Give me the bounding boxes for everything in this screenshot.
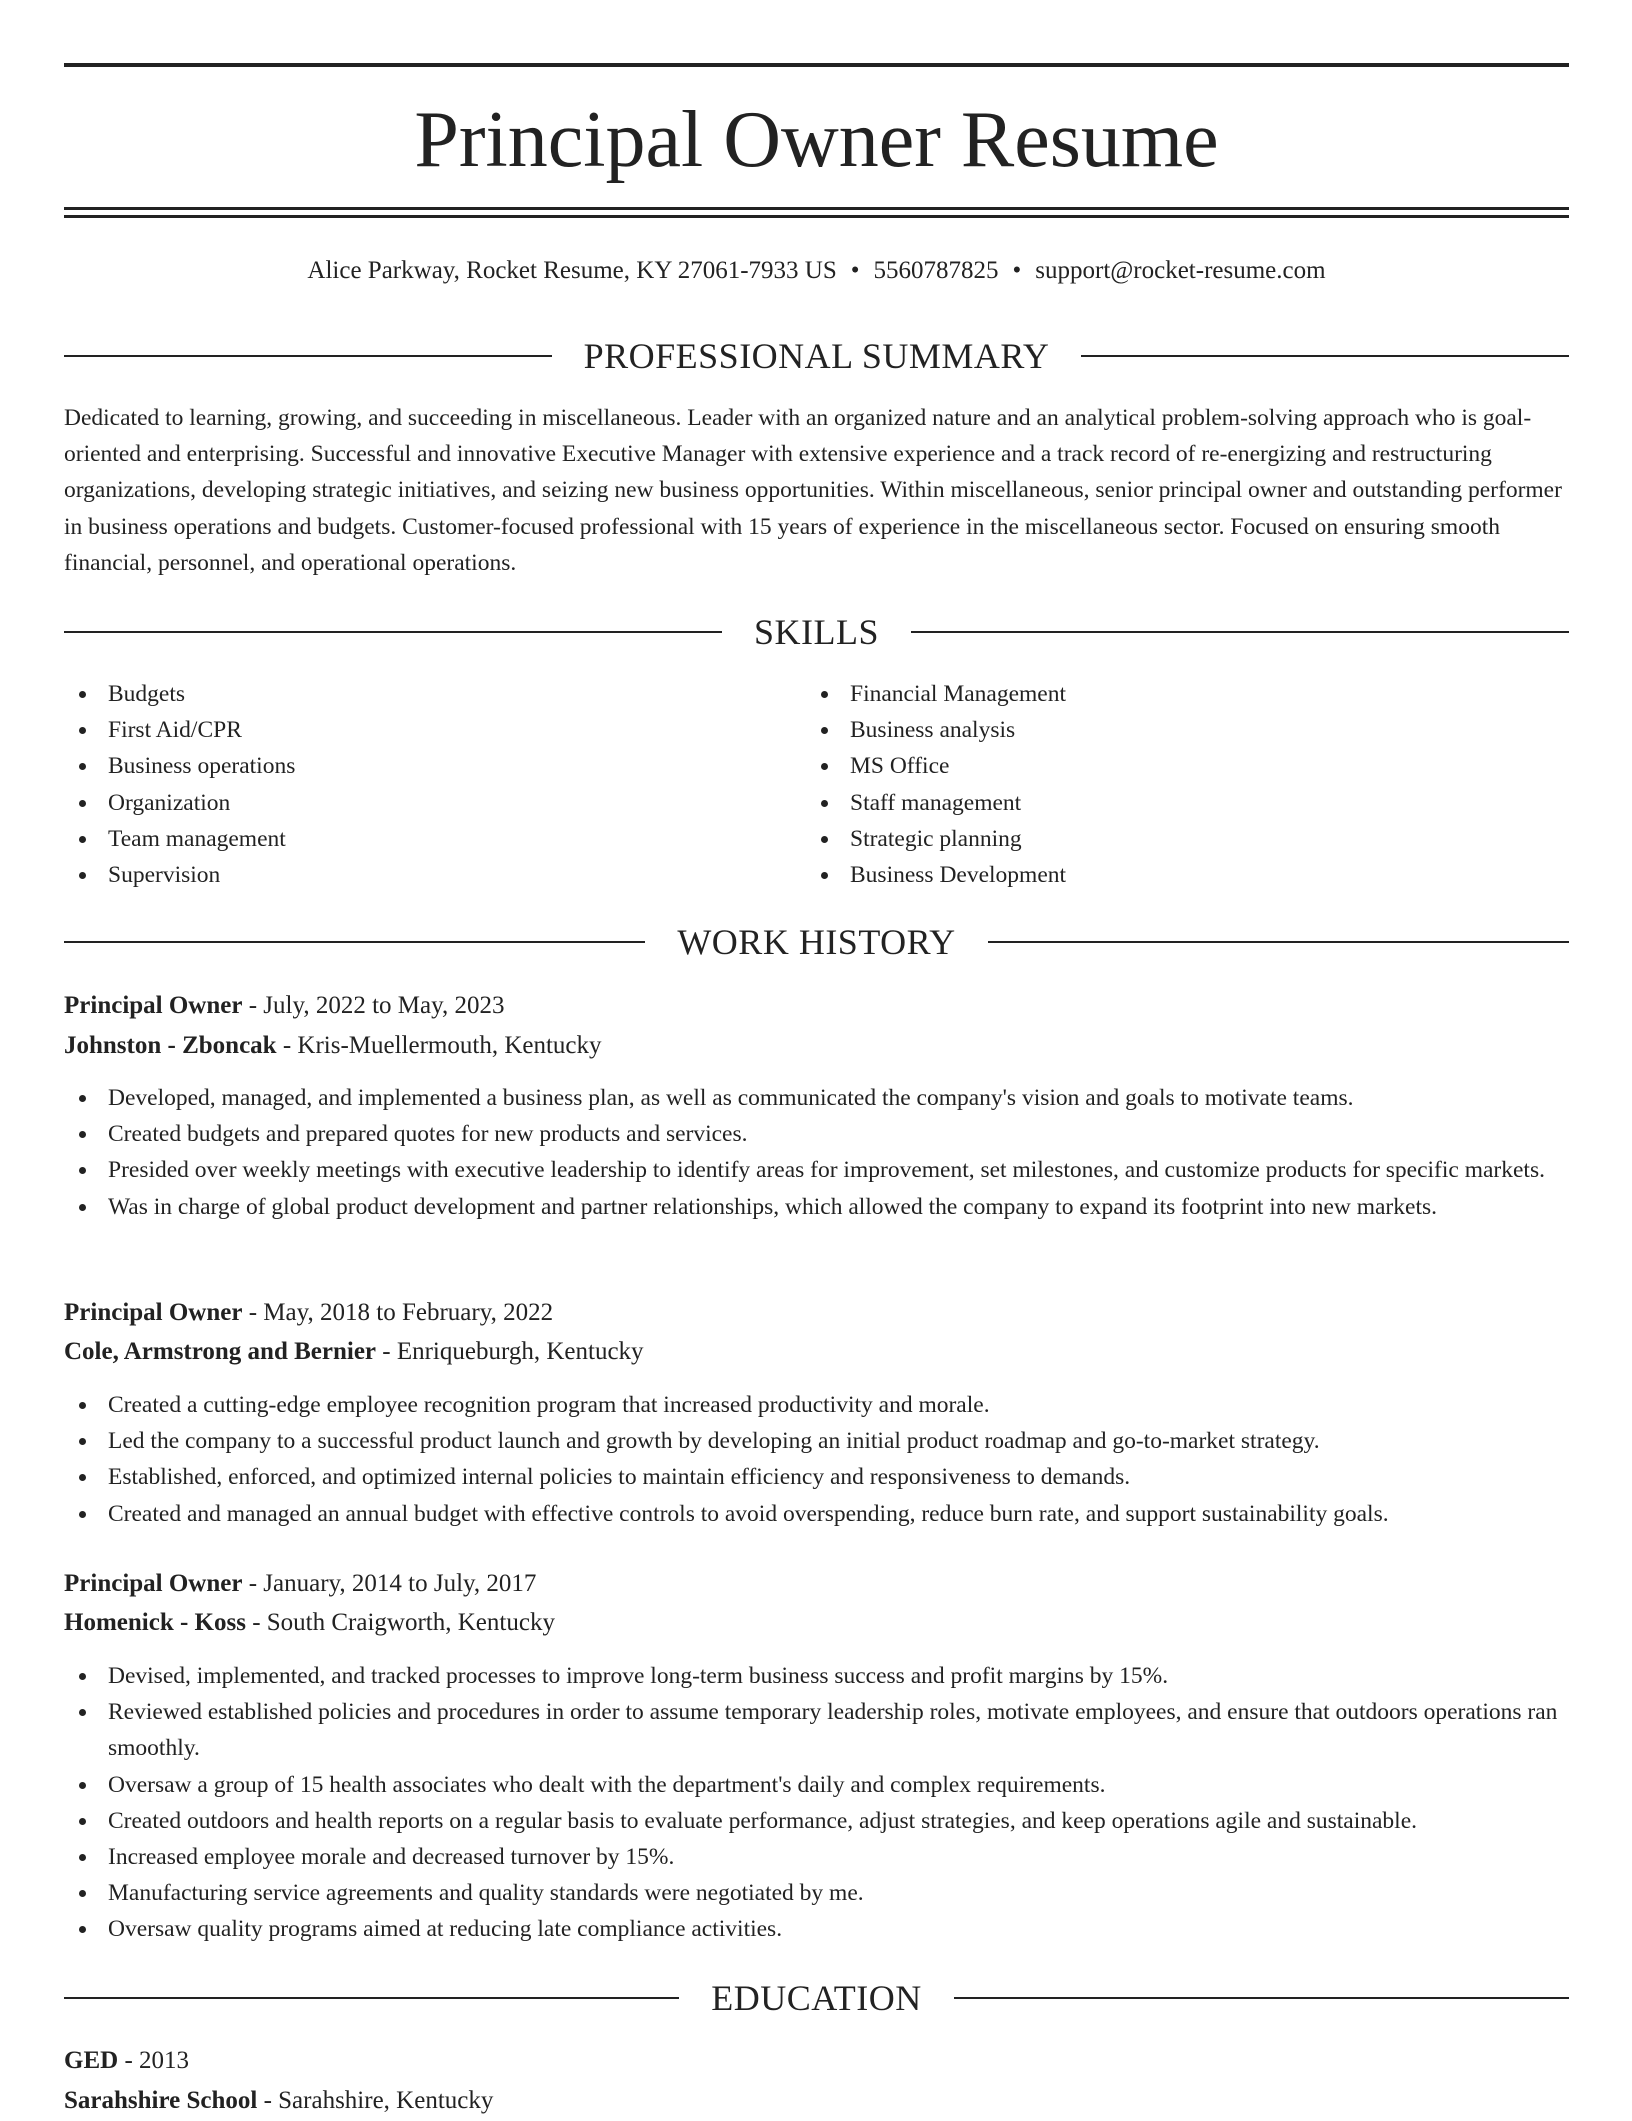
job-bullet: Created a cutting-edge employee recognition program that increased productivity and morale. (64, 1387, 1569, 1423)
job-dates: - July, 2022 to May, 2023 (242, 992, 505, 1019)
skill-item: Financial Management (806, 676, 1506, 712)
skill-item: First Aid/CPR (64, 712, 764, 748)
job-location: - South Craigworth, Kentucky (245, 1609, 555, 1636)
job-dates: - May, 2018 to February, 2022 (242, 1299, 554, 1326)
job-company-line (64, 1026, 1569, 1066)
job-title: Principal Owner (64, 1299, 243, 1326)
contact-separator: • (850, 257, 860, 284)
skill-item: Business operations (64, 748, 764, 784)
job-bullet: Devised, implemented, and tracked processes to improve long-term business success and profit margins by 15%. (64, 1658, 1569, 1694)
education-degree-line (64, 2041, 1569, 2081)
skill-item: Budgets (64, 676, 764, 712)
job-bullet: Reviewed established policies and procedures in order to assume temporary leadership roles, motivate employees, and ensure that outdoors operations ran smoothly. (64, 1694, 1569, 1766)
job-company: Johnston - Zboncak (64, 1032, 277, 1059)
contact-address: Alice Parkway, Rocket Resume, KY 27061-7933 US (307, 257, 837, 284)
skills-list-left (64, 676, 764, 893)
skill-item: Organization (64, 785, 764, 821)
job-bullet: Established, enforced, and optimized internal policies to maintain efficiency and responsiveness to demands. (64, 1459, 1569, 1495)
section-title: WORK HISTORY (677, 922, 956, 962)
section-title: EDUCATION (711, 1978, 922, 2018)
job-bullet: Led the company to a successful product launch and growth by developing an initial product roadmap and go-to-market strategy. (64, 1423, 1569, 1459)
job-bullet: Oversaw quality programs aimed at reducing late compliance activities. (64, 1911, 1569, 1947)
job-bullets (64, 1658, 1569, 1948)
skill-item: Staff management (806, 785, 1506, 821)
section-header-education (64, 1978, 1569, 2018)
job-bullets (64, 1387, 1569, 1532)
contact-line (64, 254, 1569, 288)
education-location: - Sarahshire, Kentucky (257, 2087, 494, 2114)
section-title: SKILLS (754, 612, 880, 652)
section-header-work (64, 922, 1569, 962)
section-rule (64, 941, 645, 943)
job-company-line (64, 1332, 1569, 1372)
job-dates: - January, 2014 to July, 2017 (242, 1570, 537, 1597)
section-rule (64, 631, 722, 633)
job-bullet: Created and managed an annual budget with effective controls to avoid overspending, reduce burn rate, and support sustainability goals. (64, 1496, 1569, 1532)
job-title: Principal Owner (64, 992, 243, 1019)
job-title-line (64, 1293, 1569, 1333)
contact-phone: 5560787825 (873, 257, 999, 284)
skill-item: Business analysis (806, 712, 1506, 748)
job-bullets (64, 1080, 1569, 1225)
contact-email: support@rocket-resume.com (1035, 257, 1326, 284)
job-bullet: Created budgets and prepared quotes for new products and services. (64, 1116, 1569, 1152)
job-title-line (64, 1564, 1569, 1604)
job-company: Cole, Armstrong and Bernier (64, 1338, 377, 1365)
title-rule-lower (64, 215, 1569, 218)
summary-text: Dedicated to learning, growing, and succeeding in miscellaneous. Leader with an organized nature and an analytical problem-solving approach who is goal-oriented and enterprising. Successful and innovative Executive Manager with extensive experience and a track record of re-energizing and restructuring organizations, developing strategic initiatives, and seizing new business opportunities. Within miscellaneous, senior principal owner and outstanding performer in business operations and budgets. Customer-focused professional with 15 years of experience in the miscellaneous sector. Focused on ensuring smooth financial, personnel, and operational operations. (64, 405, 1562, 576)
job-company: Homenick - Koss (64, 1609, 246, 1636)
job-location: - Enriqueburgh, Kentucky (376, 1338, 644, 1365)
section-rule (64, 355, 552, 357)
contact-separator: • (1012, 257, 1022, 284)
section-rule (911, 631, 1569, 633)
section-header-skills (64, 612, 1569, 652)
skill-item: Strategic planning (806, 821, 1506, 857)
job-bullet: Developed, managed, and implemented a business plan, as well as communicated the company's vision and goals to motivate teams. (64, 1080, 1569, 1116)
education-school: Sarahshire School (64, 2087, 258, 2114)
title-rule-upper (64, 207, 1569, 210)
skill-item: Supervision (64, 857, 764, 893)
skills-list-right (806, 676, 1506, 893)
skill-item: Team management (64, 821, 764, 857)
education-degree: GED (64, 2047, 119, 2074)
job-bullet: Oversaw a group of 15 health associates who dealt with the department's daily and complex requirements. (64, 1767, 1569, 1803)
section-rule (954, 1997, 1569, 1999)
job-bullet: Presided over weekly meetings with executive leadership to identify areas for improvement, set milestones, and customize products for specific markets. (64, 1152, 1569, 1188)
job-location: - Kris-Muellermouth, Kentucky (276, 1032, 602, 1059)
page-title: Principal Owner Resume (414, 96, 1219, 184)
top-rule (64, 63, 1569, 67)
job-bullet: Manufacturing service agreements and quality standards were negotiated by me. (64, 1875, 1569, 1911)
job-bullet: Was in charge of global product development and partner relationships, which allowed the company to expand its footprint into new markets. (64, 1189, 1569, 1225)
section-title: PROFESSIONAL SUMMARY (583, 336, 1050, 376)
section-rule (1081, 355, 1569, 357)
section-header-summary (64, 336, 1569, 376)
skill-item: Business Development (806, 857, 1506, 893)
section-rule (64, 1997, 679, 1999)
job-company-line (64, 1603, 1569, 1643)
education-school-line (64, 2081, 1569, 2121)
job-bullet: Increased employee morale and decreased turnover by 15%. (64, 1839, 1569, 1875)
section-rule (988, 941, 1569, 943)
skill-item: MS Office (806, 748, 1506, 784)
job-title: Principal Owner (64, 1570, 243, 1597)
job-title-line (64, 986, 1569, 1026)
education-year: - 2013 (118, 2047, 190, 2074)
job-bullet: Created outdoors and health reports on a regular basis to evaluate performance, adjust strategies, and keep operations agile and sustainable. (64, 1803, 1569, 1839)
